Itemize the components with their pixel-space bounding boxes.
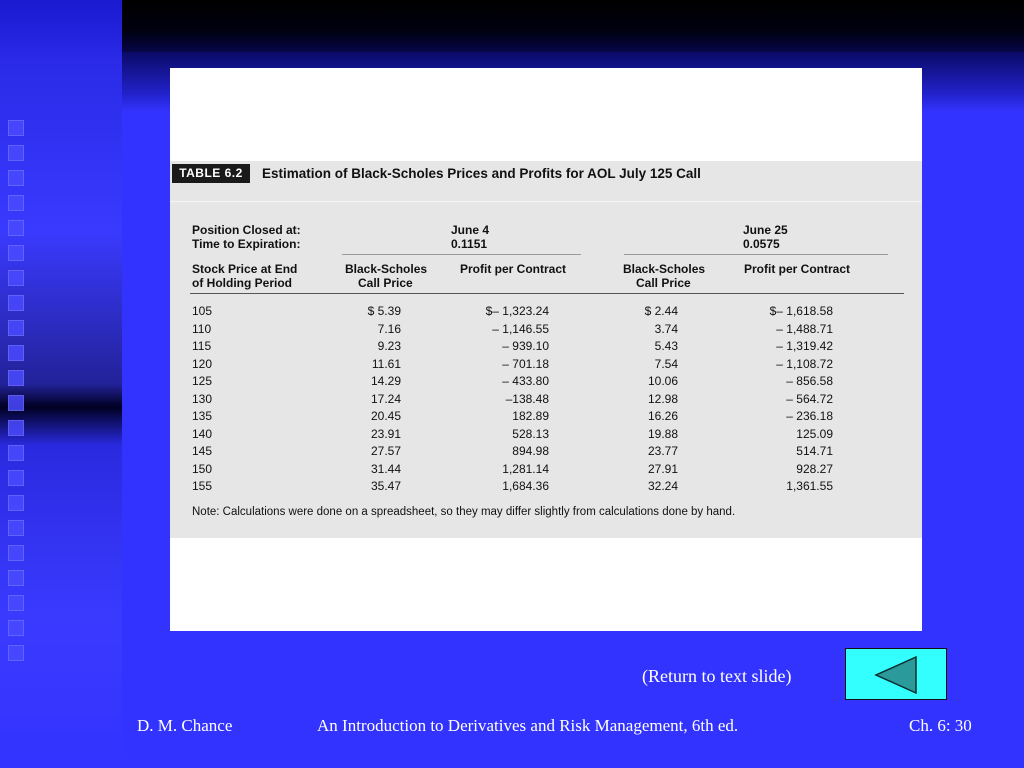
- bs-june25-cell: 10.06: [647, 374, 678, 388]
- decorative-square: [8, 245, 24, 261]
- table-6-2: [170, 161, 922, 538]
- decorative-square: [8, 295, 24, 311]
- table-tag: TABLE 6.2: [172, 164, 250, 183]
- decorative-square: [8, 570, 24, 586]
- bs-june25-cell: 5.43: [654, 339, 678, 353]
- profit-june4-cell: 1,684.36: [502, 479, 549, 493]
- profit-june25-cell: – 564.72: [786, 391, 833, 406]
- bs-june4-cell: 7.16: [377, 321, 401, 336]
- footer-book-title: An Introduction to Derivatives and Risk Management, 6th ed.: [317, 716, 739, 735]
- bs-june4-cell: $ 5.39: [367, 304, 401, 318]
- profit-june4-cell: – 939.10: [502, 339, 549, 353]
- decorative-square: [8, 320, 24, 336]
- bs-june4-cell: 11.61: [371, 356, 401, 371]
- profit-june25-cell: – 236.18: [786, 409, 833, 423]
- stock-price-cell: 145: [192, 444, 213, 458]
- bs-june25-cell: 32.24: [647, 479, 678, 493]
- decorative-square: [8, 470, 24, 486]
- bs-june25-header-line1: Black-Scholes: [623, 262, 706, 276]
- footer-chapter: Ch. 6: 30: [909, 716, 972, 735]
- profit-june4-cell: 894.98: [512, 444, 549, 458]
- bs-june4-cell: 9.23: [377, 339, 401, 353]
- stock-price-cell: 130: [192, 391, 213, 406]
- decorative-square: [8, 120, 24, 136]
- bs-june25-cell: 27.91: [647, 461, 678, 476]
- profit-june25-cell: $– 1,618.58: [769, 304, 833, 318]
- divider: [170, 201, 922, 202]
- profit-june4-cell: –138.48: [505, 391, 549, 406]
- decorative-square: [8, 420, 24, 436]
- table-note: Note: Calculations were done on a spreadsheet, so they may differ slightly from calculations done by hand.: [192, 506, 736, 518]
- top-bar: [122, 0, 1024, 52]
- bs-june4-cell: 35.47: [370, 479, 401, 493]
- profit-june25-cell: – 1,488.71: [776, 321, 833, 336]
- bs-june4-cell: 14.29: [370, 374, 401, 388]
- bs-june25-cell: 23.77: [647, 444, 678, 458]
- stock-price-cell: 140: [192, 426, 213, 441]
- profit-june25-header: Profit per Contract: [744, 262, 851, 276]
- profit-june25-cell: – 856.58: [786, 374, 833, 388]
- june4-date: June 4: [451, 223, 490, 237]
- june25-underline: [624, 254, 888, 255]
- profit-june25-cell: – 1,108.72: [776, 356, 833, 371]
- decorative-square: [8, 395, 24, 411]
- decorative-square: [8, 270, 24, 286]
- bs-june4-header-line2: Call Price: [358, 276, 413, 290]
- stock-price-cell: 105: [192, 304, 213, 318]
- stock-price-header-line1: Stock Price at End: [192, 262, 298, 276]
- profit-june4-cell: 182.89: [512, 409, 549, 423]
- profit-june25-cell: 928.27: [796, 461, 833, 476]
- decorative-square: [8, 220, 24, 236]
- profit-june4-cell: – 1,146.55: [492, 321, 549, 336]
- bs-june4-header-line1: Black-Scholes: [345, 262, 428, 276]
- bs-june4-cell: 17.24: [370, 391, 401, 406]
- bs-june25-cell: 12.98: [647, 391, 678, 406]
- return-to-text-slide-link[interactable]: (Return to text slide): [642, 666, 792, 686]
- back-button[interactable]: [845, 648, 947, 700]
- profit-june25-cell: 125.09: [796, 426, 833, 441]
- decorative-square: [8, 445, 24, 461]
- decorative-square: [8, 545, 24, 561]
- bs-june4-cell: 31.44: [370, 461, 401, 476]
- left-decorative-strip: [0, 0, 122, 768]
- table-title: Estimation of Black-Scholes Prices and Profits for AOL July 125 Call: [262, 166, 701, 181]
- june4-underline: [342, 254, 581, 255]
- decorative-square: [8, 520, 24, 536]
- profit-june4-cell: – 701.18: [502, 356, 549, 371]
- bs-june25-cell: 16.26: [647, 409, 678, 423]
- left-triangle-icon: [874, 655, 918, 695]
- decorative-square: [8, 170, 24, 186]
- header-underline: [190, 293, 904, 294]
- stock-price-cell: 150: [192, 461, 213, 476]
- bs-june4-cell: 20.45: [370, 409, 401, 423]
- decorative-squares: [8, 120, 26, 670]
- bs-june25-cell: $ 2.44: [644, 304, 678, 318]
- bs-june4-cell: 23.91: [370, 426, 401, 441]
- stock-price-cell: 125: [192, 374, 213, 388]
- decorative-square: [8, 145, 24, 161]
- decorative-square: [8, 345, 24, 361]
- bs-june25-header-line2: Call Price: [636, 276, 691, 290]
- stock-price-cell: 120: [192, 356, 213, 371]
- bs-june25-cell: 3.74: [654, 321, 678, 336]
- decorative-square: [8, 495, 24, 511]
- decorative-square: [8, 645, 24, 661]
- profit-june4-cell: 528.13: [512, 426, 549, 441]
- june25-time: 0.0575: [743, 237, 780, 251]
- time-label: Time to Expiration:: [192, 237, 301, 251]
- profit-june4-cell: – 433.80: [502, 374, 549, 388]
- profit-june4-cell: $– 1,323.24: [485, 304, 549, 318]
- stock-price-header-line2: of Holding Period: [192, 276, 292, 290]
- june25-date: June 25: [743, 223, 788, 237]
- decorative-square: [8, 595, 24, 611]
- footer-author: D. M. Chance: [137, 716, 233, 735]
- profit-june4-cell: 1,281.14: [502, 461, 549, 476]
- stock-price-cell: 115: [192, 339, 212, 353]
- june4-time: 0.1151: [451, 237, 488, 251]
- position-label: Position Closed at:: [192, 223, 301, 237]
- decorative-square: [8, 620, 24, 636]
- profit-june25-cell: – 1,319.42: [776, 339, 833, 353]
- decorative-square: [8, 370, 24, 386]
- profit-june25-cell: 1,361.55: [786, 479, 833, 493]
- table-panel: [170, 68, 922, 631]
- bs-june25-cell: 19.88: [647, 426, 678, 441]
- profit-june4-header: Profit per Contract: [460, 262, 567, 276]
- profit-june25-cell: 514.71: [796, 444, 833, 458]
- bs-june4-cell: 27.57: [370, 444, 401, 458]
- bs-june25-cell: 7.54: [654, 356, 678, 371]
- decorative-square: [8, 195, 24, 211]
- stock-price-cell: 155: [192, 479, 213, 493]
- stock-price-cell: 110: [192, 321, 212, 336]
- stock-price-cell: 135: [192, 409, 213, 423]
